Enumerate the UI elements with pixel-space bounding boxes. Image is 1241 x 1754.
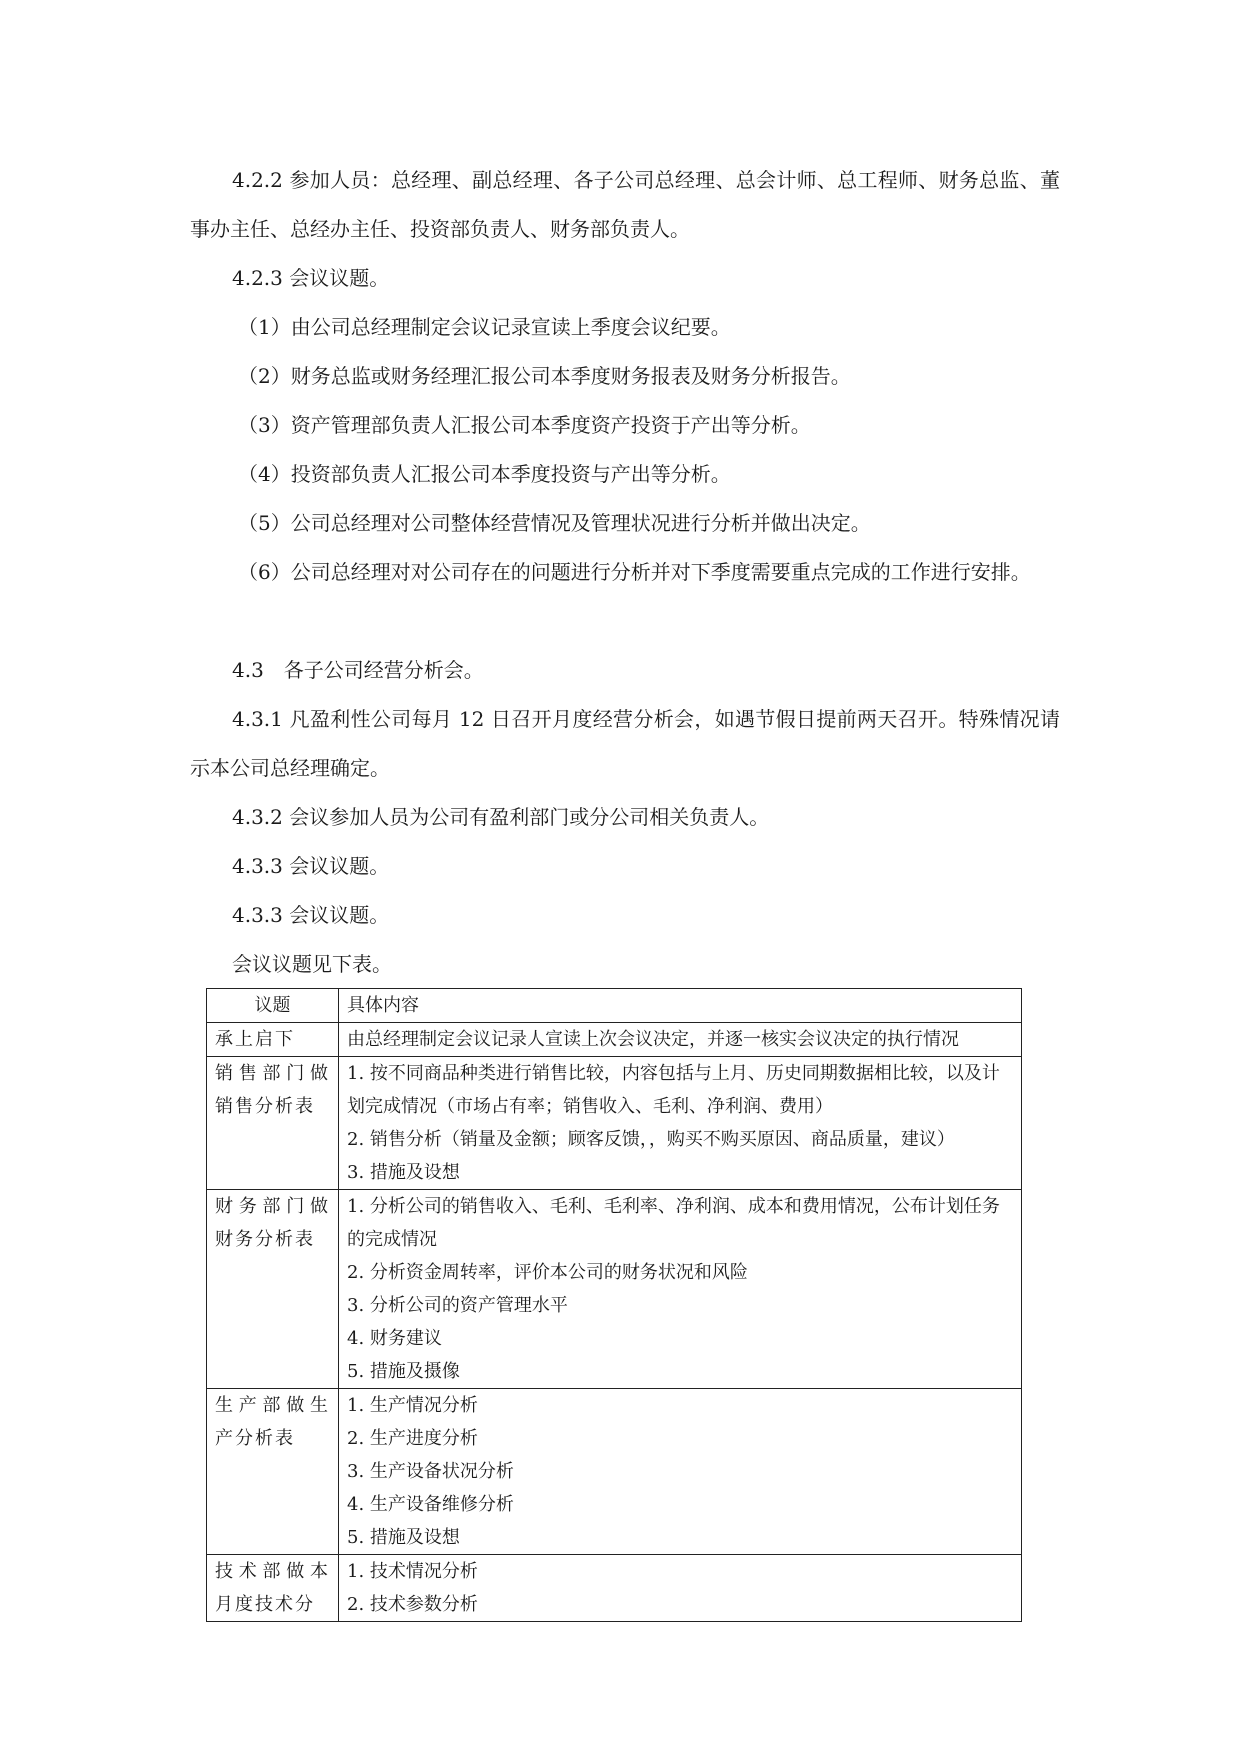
content-line: 3. 生产设备状况分析 (347, 1461, 514, 1482)
paragraph-item-1: （1）由公司总经理制定会议记录宣读上季度会议纪要。 (238, 315, 731, 339)
content-line: 3. 分析公司的资产管理水平 (347, 1295, 568, 1316)
row-content (339, 1190, 1022, 1389)
row-content (339, 1389, 1022, 1555)
row-topic: 生产部做生产分析表 (207, 1389, 339, 1555)
table-row (207, 1555, 1022, 1622)
content-line: 1. 技术情况分析 (347, 1561, 478, 1582)
paragraph-item-4: （4）投资部负责人汇报公司本季度投资与产出等分析。 (238, 462, 731, 486)
content-line: 4. 财务建议 (347, 1328, 442, 1349)
table-row (207, 1389, 1022, 1555)
paragraph-4-3-2: 4.3.2 会议参加人员为公司有盈利部门或分公司相关负责人。 (232, 805, 770, 829)
paragraph-table-intro: 会议议题见下表。 (232, 952, 392, 976)
paragraph-item-6: （6）公司总经理对对公司存在的问题进行分析并对下季度需要重点完成的工作进行安排。 (238, 560, 1031, 584)
paragraph-4-3-3-a: 4.3.3 会议议题。 (232, 854, 390, 878)
row-topic: 技术部做本月度技术分 (207, 1555, 339, 1622)
table-row (207, 1057, 1022, 1190)
header-topic: 议题 (207, 989, 339, 1023)
paragraph-4-2-2: 4.2.2 参加人员：总经理、副总经理、各子公司总经理、总会计师、总工程师、财务总监、董事办主任、总经办主任、投资部负责人、财务部负责人。 (190, 168, 1060, 241)
content-line: 2. 生产进度分析 (347, 1428, 478, 1449)
content-line: 5. 措施及设想 (347, 1527, 460, 1548)
row-topic: 财务部门做财务分析表 (207, 1190, 339, 1389)
table-header-row (207, 989, 1022, 1023)
table-row (207, 1023, 1022, 1057)
content-line: 1. 生产情况分析 (347, 1395, 478, 1416)
paragraph-4-3-3-b: 4.3.3 会议议题。 (232, 903, 390, 927)
meeting-topics-table (206, 988, 1022, 1622)
header-content: 具体内容 (339, 989, 1022, 1023)
paragraph-4-3: 4.3 各子公司经营分析会。 (232, 658, 484, 682)
paragraph-4-2-3: 4.2.3 会议议题。 (232, 266, 390, 290)
content-line: 5. 措施及摄像 (347, 1361, 460, 1382)
row-content (339, 1023, 1022, 1057)
content-line: 2. 分析资金周转率，评价本公司的财务状况和风险 (347, 1262, 748, 1283)
content-line: 1. 分析公司的销售收入、毛利、毛利率、净利润、成本和费用情况，公布计划任务的完成情况 (347, 1196, 1000, 1250)
row-content (339, 1057, 1022, 1190)
content-line: 2. 技术参数分析 (347, 1594, 478, 1615)
paragraph-item-5: （5）公司总经理对公司整体经营情况及管理状况进行分析并做出决定。 (238, 511, 871, 535)
content-line: 2. 销售分析（销量及金额；顾客反馈，，购买不购买原因、商品质量，建议） (347, 1129, 955, 1150)
content-line: 1. 按不同商品种类进行销售比较，内容包括与上月、历史同期数据相比较，以及计划完成情况（市场占有率；销售收入、毛利、净利润、费用） (347, 1063, 1000, 1117)
row-topic: 承上启下 (207, 1023, 339, 1057)
content-line: 由总经理制定会议记录人宣读上次会议决定，并逐一核实会议决定的执行情况 (347, 1029, 959, 1050)
paragraph-item-3: （3）资产管理部负责人汇报公司本季度资产投资于产出等分析。 (238, 413, 811, 437)
content-line: 3. 措施及设想 (347, 1162, 460, 1183)
paragraph-item-2: （2）财务总监或财务经理汇报公司本季度财务报表及财务分析报告。 (238, 364, 851, 388)
paragraph-4-3-1: 4.3.1 凡盈利性公司每月 12 日召开月度经营分析会，如遇节假日提前两天召开。特殊情况请示本公司总经理确定。 (190, 707, 1060, 780)
row-content (339, 1555, 1022, 1622)
table-row (207, 1190, 1022, 1389)
row-topic: 销售部门做销售分析表 (207, 1057, 339, 1190)
content-line: 4. 生产设备维修分析 (347, 1494, 514, 1515)
